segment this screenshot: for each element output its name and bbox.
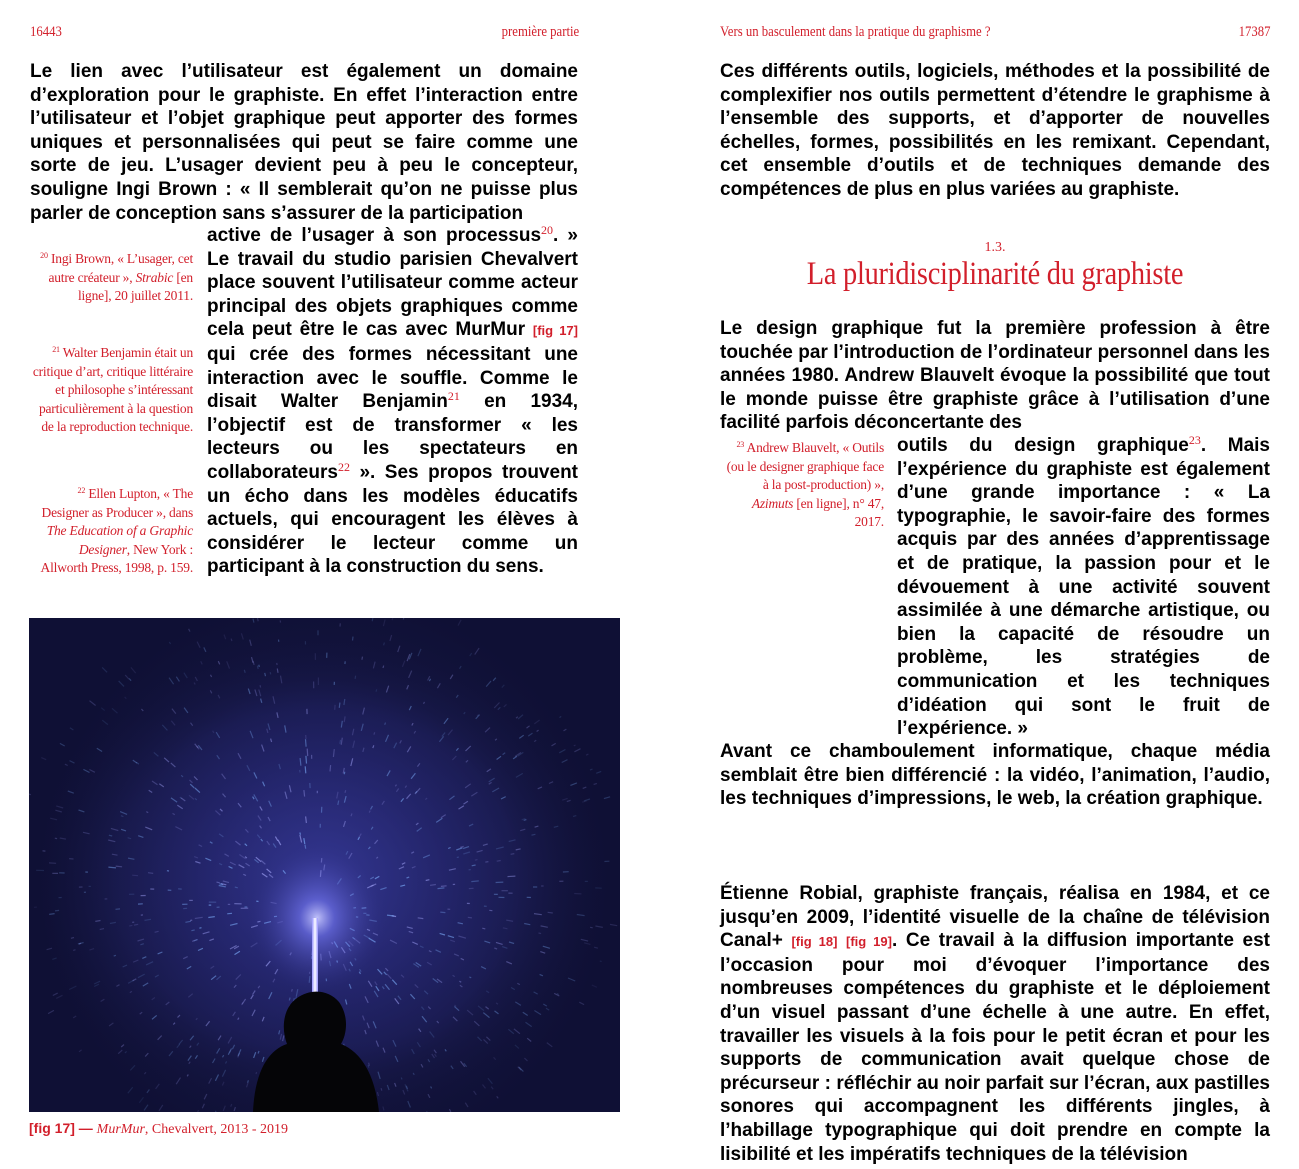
footnote-ref-22[interactable]: 22 bbox=[337, 459, 350, 474]
footnote-20: $^{20}$ Ingi Brown, « L’usager, cet autre créateur », Strabic [en ligne], 20 juillet 2011. bbox=[40, 251, 193, 304]
right-paragraph-1: Ces différents outils, logiciels, méthodes et la possibilité de complexifier nos outils permettent d’étendre le graphisme à l’ensemble des supports, et d’apporter de nouvelles échelles, formes, possibilités en les remixant. Cependant, cet ensemble d’outils et de techniques demande des compétences de plus en plus variées au graphiste. bbox=[720, 61, 1270, 200]
footnote-22: $^{22}$ Ellen Lupton, « The Designer as Producer », dans The Education of a Graphic Designer, New York : Allworth Press, 1998, p. 159. bbox=[40, 486, 193, 576]
fig-18-ref[interactable]: [fig 18] bbox=[791, 934, 838, 950]
right-paragraph-2: Le design graphique fut la première profession à être touchée par l’introduction de l’ordinateur personnel dans les années 1980. Andrew Blauvelt évoque la possibilité que tout le monde puisse être graphiste grâce à l’utilisation d’une facilité parfois déconcertante des bbox=[720, 318, 1270, 434]
murmur-photo-graphic bbox=[29, 618, 620, 1112]
footnote-ref-20[interactable]: 20 bbox=[541, 223, 554, 237]
footnote-ref-23[interactable]: 23 bbox=[1188, 433, 1201, 447]
left-narrow-paragraph: active de l’usager à son processus$^{20}$. » Le travail du studio parisien Chevalvert place souvent l’utilisateur comme acteur principal des objets graphiques comme cela peut être le cas avec MurMur [fig 17] qui crée des formes nécessitant une interaction avec le souffle. Comme le disait Walter Benjamin$^{21}$ en 1934, l’objectif est de transformer « les lecteurs ou les spectateurs en collaborateurs$^{22}$ ». Ses propos trouvent un écho dans les modèles éducatifs actuels, qui encouragent les élèves à considérer le lecteur comme un participant à la construction du sens. bbox=[207, 223, 579, 578]
footnote-23: $^{23}$ Andrew Blauvelt, « Outils (ou le designer graphique face à la post-production) », Azimuts [en ligne], n° 47, 2017. bbox=[726, 440, 884, 530]
footnote-ref-21[interactable]: 21 bbox=[447, 389, 460, 404]
section-number: 1.3. bbox=[984, 240, 1006, 255]
murmur-photo bbox=[29, 618, 620, 1112]
right-paragraph-3: Avant ce chamboulement informatique, chaque média semblait être bien différencié : la vidéo, l’animation, l’audio, les techniques d’impressions, le web, la création graphique. bbox=[720, 741, 1270, 810]
left-folio: 16443 bbox=[30, 24, 62, 40]
left-intro-paragraph: Le lien avec l’utilisateur est également un domaine d’exploration pour le graphiste. En effet l’interaction entre l’utilisateur et l’objet graphique peut apporter des formes uniques et personnalisées qui peut se faire comme une sorte de jeu. L’usager devient peu à peu le concepteur, souligne Ingi Brown : « Il semblerait qu’on ne puisse plus parler de conception sans s’assurer de la participation bbox=[30, 61, 578, 224]
right-paragraph-4: Étienne Robial, graphiste français, réalisa en 1984, et ce jusqu’en 2009, l’identité visuelle de la chaîne de télévision Canal+ [fig 18] [fig 19]. Ce travail à la diffusion importante est l’occasion pour moi d’évoquer l’importance des nombreuses compétences du graphiste et le déploiement d’un visuel passant d’une échelle à une autre. En effet, travailler les visuels à la fois pour le petit écran et pour les supports de communication avait quelque chose de précurseur : réfléchir au noir parfait sur l’écran, aux pastilles sonores qui accompagnent les différents jingles, à l’habillage typographique qui doit prendre en compte la lisibilité et les impératifs techniques de la télévision bbox=[720, 883, 1271, 1165]
left-running-head: première partie bbox=[501, 24, 579, 40]
fig-17-ref[interactable]: [fig 17] bbox=[532, 323, 578, 339]
right-folio: 17387 bbox=[1238, 24, 1270, 40]
fig-19-ref[interactable]: [fig 19] bbox=[846, 934, 892, 950]
figure-17-caption: [fig 17] — MurMur, Chevalvert, 2013 - 2019 bbox=[29, 1120, 288, 1137]
section-title: La pluridisciplinarité du graphiste bbox=[806, 256, 1184, 292]
footnote-21: $^{21}$ Walter Benjamin était un critique d’art, critique littéraire et philosophe s’intéressant particulièrement à la question de la reproduction technique. bbox=[32, 345, 193, 435]
right-paragraph-2-narrow: outils du design graphique$^{23}$. Mais l’expérience du graphiste est également d’une grande importance : « La typographie, le savoir-faire des formes acquis par des années d’apprentissage et de pratique, la passion pour et le dévouement à une activité souvent assimilée à une démarche artistique, ou bien la capacité de résoudre un problème, les stratégies de communication et les techniques d’idéation qui sont le fruit de l’expérience. » bbox=[897, 433, 1270, 740]
right-running-head: Vers un basculement dans la pratique du graphisme ? bbox=[720, 24, 991, 40]
